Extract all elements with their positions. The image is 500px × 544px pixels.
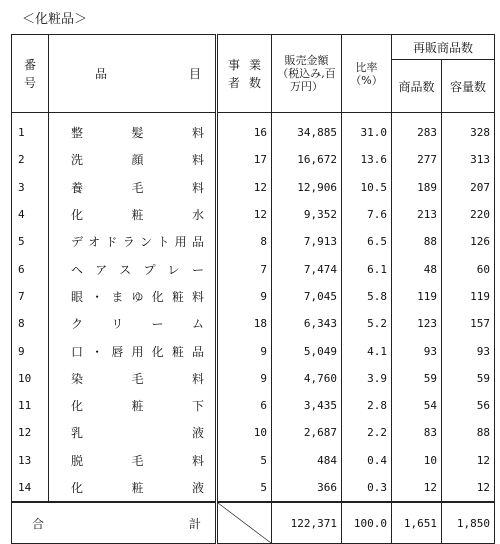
row-item: 脱毛料: [49, 447, 217, 474]
row-sales: 2,687: [272, 419, 342, 446]
row-item: 口・唇用化粧品: [49, 337, 217, 364]
table-row: [12, 228, 495, 255]
row-count: 12: [392, 474, 442, 502]
row-count: 48: [392, 255, 442, 282]
row-stores: 17: [217, 146, 272, 173]
table-row: [12, 255, 495, 282]
row-item: ヘアスプレー: [49, 255, 217, 282]
row-ratio: 5.8: [342, 283, 392, 310]
row-ratio: 2.2: [342, 419, 392, 446]
cosmetics-table: [11, 34, 495, 544]
header-resale: 再販商品数: [392, 35, 495, 60]
row-count: 83: [392, 419, 442, 446]
row-sales: 366: [272, 474, 342, 502]
total-volume: 1,850: [442, 502, 495, 544]
row-number: 10: [12, 365, 49, 392]
row-count: 283: [392, 113, 442, 147]
row-volume: 59: [442, 365, 495, 392]
row-ratio: 3.9: [342, 365, 392, 392]
row-sales: 3,435: [272, 392, 342, 419]
row-sales: 6,343: [272, 310, 342, 337]
row-sales: 7,474: [272, 255, 342, 282]
table-row: [12, 283, 495, 310]
row-item: 染毛料: [49, 365, 217, 392]
row-volume: 220: [442, 201, 495, 228]
row-count: 213: [392, 201, 442, 228]
header-sales: 販売金額（税込み,百万円）: [272, 35, 342, 113]
row-number: 6: [12, 255, 49, 282]
table-title: ＜化粧品＞: [22, 12, 88, 27]
row-sales: 16,672: [272, 146, 342, 173]
table-row: [12, 419, 495, 446]
row-item: 化粧水: [49, 201, 217, 228]
row-sales: 5,049: [272, 337, 342, 364]
row-ratio: 6.1: [342, 255, 392, 282]
row-item: 化粧下: [49, 392, 217, 419]
row-sales: 9,352: [272, 201, 342, 228]
row-ratio: 2.8: [342, 392, 392, 419]
row-number: 13: [12, 447, 49, 474]
row-count: 189: [392, 174, 442, 201]
total-stores-diagonal: [217, 502, 272, 544]
row-number: 4: [12, 201, 49, 228]
row-number: 9: [12, 337, 49, 364]
row-ratio: 4.1: [342, 337, 392, 364]
row-ratio: 5.2: [342, 310, 392, 337]
row-stores: 8: [217, 228, 272, 255]
row-volume: 56: [442, 392, 495, 419]
row-ratio: 31.0: [342, 113, 392, 147]
row-stores: 18: [217, 310, 272, 337]
row-count: 123: [392, 310, 442, 337]
row-count: 119: [392, 283, 442, 310]
total-ratio: 100.0: [342, 502, 392, 544]
row-number: 11: [12, 392, 49, 419]
row-count: 93: [392, 337, 442, 364]
row-item: 化粧液: [49, 474, 217, 502]
total-sales: 122,371: [272, 502, 342, 544]
row-item: 整髪料: [49, 113, 217, 147]
table-row: [12, 310, 495, 337]
row-sales: 12,906: [272, 174, 342, 201]
row-count: 277: [392, 146, 442, 173]
row-stores: 5: [217, 447, 272, 474]
table-row: [12, 447, 495, 474]
row-stores: 5: [217, 474, 272, 502]
row-item: デオドラント用品: [49, 228, 217, 255]
row-number: 7: [12, 283, 49, 310]
row-volume: 157: [442, 310, 495, 337]
row-sales: 484: [272, 447, 342, 474]
row-item: 眼・まゆ化粧料: [49, 283, 217, 310]
row-volume: 313: [442, 146, 495, 173]
row-stores: 10: [217, 419, 272, 446]
row-sales: 4,760: [272, 365, 342, 392]
header-resale-volume: 容量数: [442, 60, 495, 113]
row-number: 5: [12, 228, 49, 255]
row-volume: 93: [442, 337, 495, 364]
row-number: 12: [12, 419, 49, 446]
row-count: 10: [392, 447, 442, 474]
row-ratio: 0.4: [342, 447, 392, 474]
row-item: 乳液: [49, 419, 217, 446]
header-item: 品 目: [49, 35, 217, 113]
row-volume: 126: [442, 228, 495, 255]
row-ratio: 0.3: [342, 474, 392, 502]
row-item: 養毛料: [49, 174, 217, 201]
total-count: 1,651: [392, 502, 442, 544]
row-volume: 88: [442, 419, 495, 446]
row-stores: 6: [217, 392, 272, 419]
row-stores: 16: [217, 113, 272, 147]
header-stores: 事業者数: [217, 35, 272, 113]
row-sales: 7,045: [272, 283, 342, 310]
row-count: 54: [392, 392, 442, 419]
row-number: 8: [12, 310, 49, 337]
row-volume: 119: [442, 283, 495, 310]
row-stores: 9: [217, 337, 272, 364]
table-row: [12, 337, 495, 364]
table-row: [12, 392, 495, 419]
row-stores: 9: [217, 283, 272, 310]
row-ratio: 10.5: [342, 174, 392, 201]
row-volume: 12: [442, 474, 495, 502]
row-number: 2: [12, 146, 49, 173]
row-sales: 34,885: [272, 113, 342, 147]
row-count: 88: [392, 228, 442, 255]
row-stores: 9: [217, 365, 272, 392]
row-stores: 7: [217, 255, 272, 282]
row-stores: 12: [217, 201, 272, 228]
row-ratio: 13.6: [342, 146, 392, 173]
header-resale-count: 商品数: [392, 60, 442, 113]
row-volume: 60: [442, 255, 495, 282]
total-label: 合 計: [12, 502, 217, 544]
row-sales: 7,913: [272, 228, 342, 255]
row-number: 14: [12, 474, 49, 502]
header-ratio: 比率（%）: [342, 35, 392, 113]
row-item: 洗顔料: [49, 146, 217, 173]
table-row: [12, 113, 495, 147]
table-row: [12, 474, 495, 502]
row-volume: 328: [442, 113, 495, 147]
header-no: 番号: [12, 35, 49, 113]
table-row: [12, 174, 495, 201]
row-ratio: 7.6: [342, 201, 392, 228]
table-row: [12, 365, 495, 392]
row-volume: 12: [442, 447, 495, 474]
row-ratio: 6.5: [342, 228, 392, 255]
row-number: 3: [12, 174, 49, 201]
row-stores: 12: [217, 174, 272, 201]
row-volume: 207: [442, 174, 495, 201]
table-row: [12, 201, 495, 228]
row-item: クリーム: [49, 310, 217, 337]
table-row: [12, 146, 495, 173]
row-count: 59: [392, 365, 442, 392]
row-number: 1: [12, 113, 49, 147]
